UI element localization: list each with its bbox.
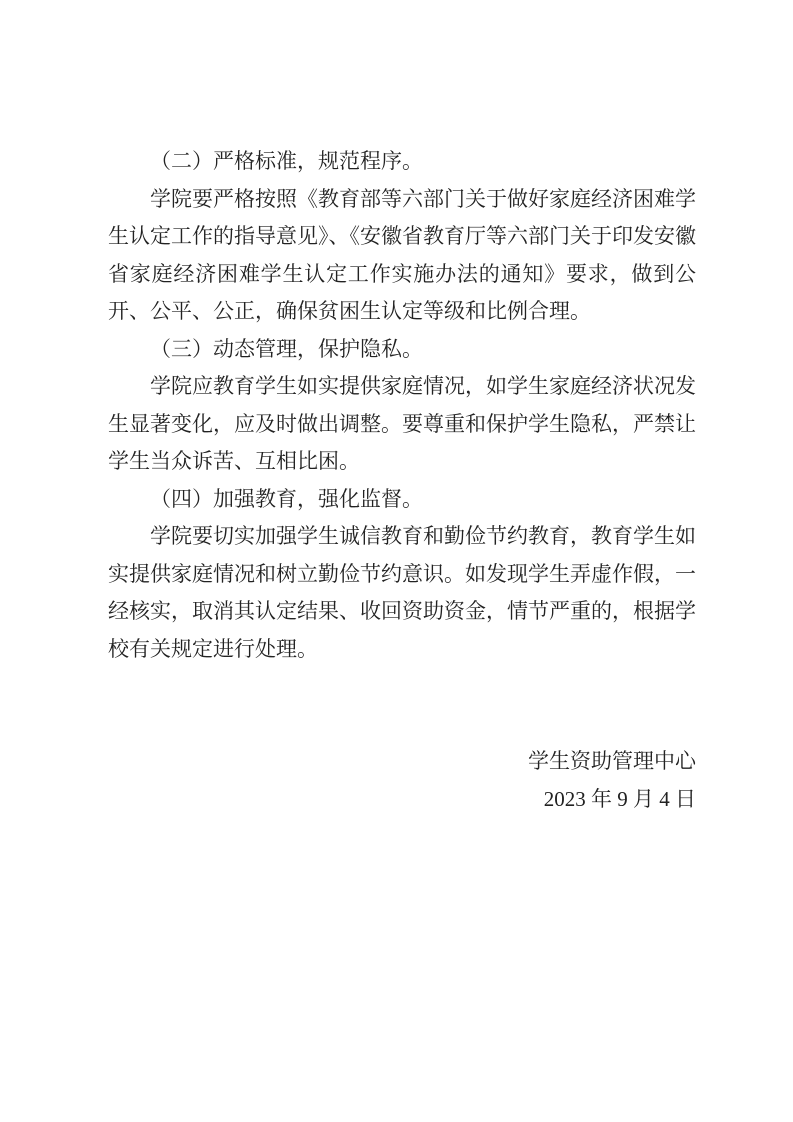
signature-block <box>108 743 696 818</box>
signature-date: 2023 年 9 月 4 日 <box>543 786 696 811</box>
section-3-paragraph: 学院应教育学生如实提供家庭情况，如学生家庭经济状况发生显著变化，应及时做出调整。要尊重和保护学生隐私，严禁让学生当众诉苦、互相比困。 <box>108 374 696 473</box>
section-2-paragraph: 学院要严格按照《教育部等六部门关于做好家庭经济困难学生认定工作的指导意见》、《安徽省教育厅等六部门关于印发安徽省家庭经济困难学生认定工作实施办法的通知》要求，做到公开、公平、公正，确保贫困生认定等级和比例合理。 <box>108 186 696 323</box>
signature-org: 学生资助管理中心 <box>528 749 696 773</box>
section-4-heading: （四）加强教育，强化监督。 <box>150 486 423 511</box>
section-4-paragraph: 学院要切实加强学生诚信教育和勤俭节约教育，教育学生如实提供家庭情况和树立勤俭节约意识。如发现学生弄虚作假，一经核实，取消其认定结果、收回资助资金，情节严重的，根据学校有关规定进行处理。 <box>108 524 696 661</box>
document-body <box>108 143 696 818</box>
section-3-heading: （三）动态管理，保护隐私。 <box>150 336 423 361</box>
section-2-heading: （二）严格标准，规范程序。 <box>150 149 423 173</box>
